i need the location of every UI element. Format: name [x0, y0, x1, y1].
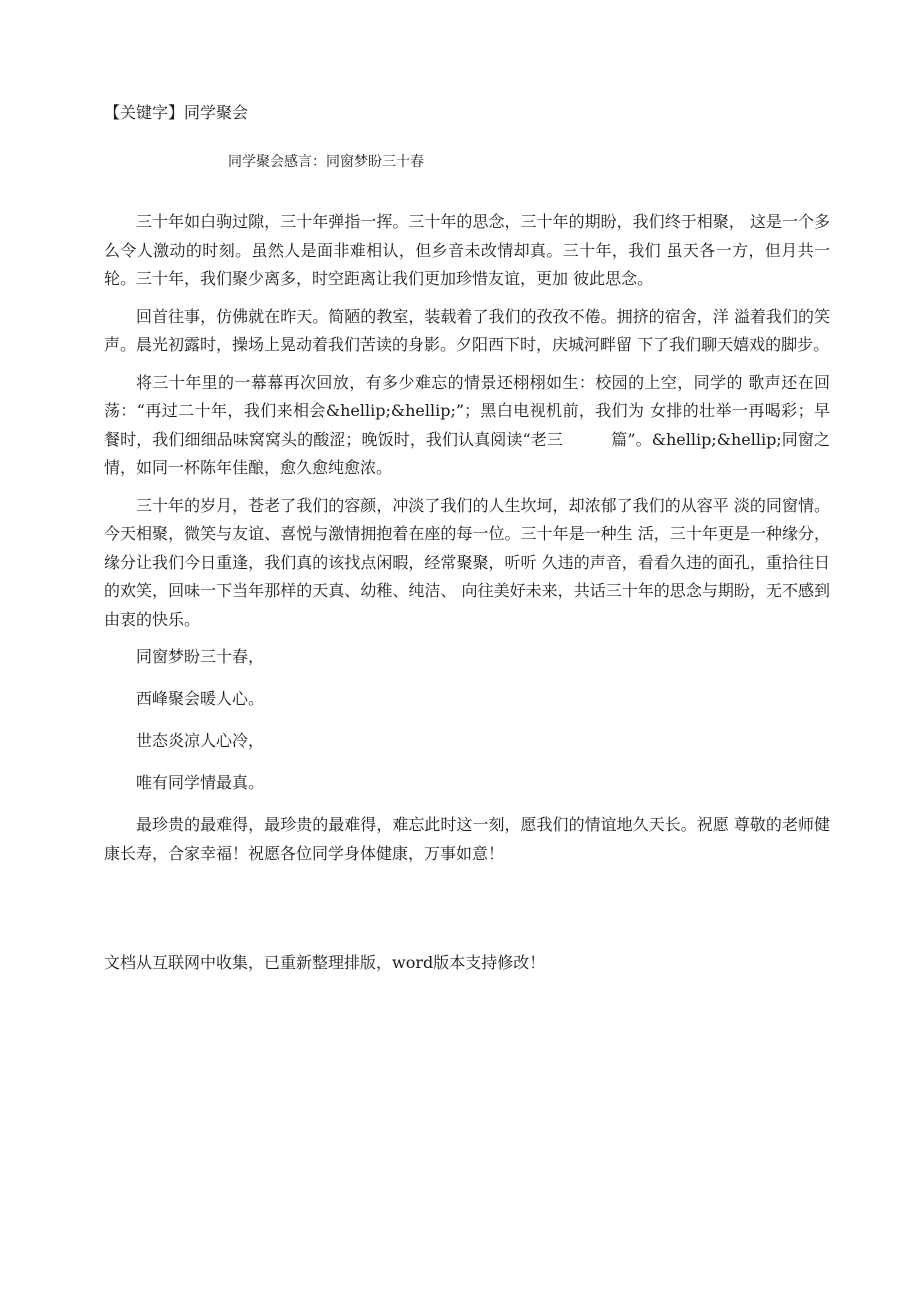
poem-line: 西峰聚会暖人心。 [136, 689, 265, 708]
body-paragraph: 将三十年里的一幕幕再次回放，有多少难忘的情景还栩栩如生：校园的上空，同学的 歌声还在回荡：“再过二十年，我们来相会&hellip;&hellip;”；黑白电视机前，我们为 女排的壮举一再喝彩；早餐时，我们细细品味窝窝头的酸涩；晚饭时，我们认真阅读“老三 篇”。&hellip;&hellip;同窗之情，如同一杯陈年佳酿，愈久愈纯愈浓。 [104, 372, 830, 477]
poem-line: 同窗梦盼三十春， [136, 647, 265, 666]
body-paragraph: 三十年如白驹过隙，三十年弹指一挥。三十年的思念，三十年的期盼，我们终于相聚， 这是一个多么令人激动的时刻。虽然人是面非难相认，但乡音未改情却真。三十年，我们 虽天各一方，但月共一轮。三十年，我们聚少离多，时空距离让我们更加珍惜友谊，更加 彼此思念。 [104, 212, 830, 288]
poem-line: 唯有同学情最真。 [136, 773, 265, 792]
document-body [104, 208, 830, 877]
document-subtitle: 同学聚会感言：同窗梦盼三十春 [228, 154, 424, 170]
poem-line: 世态炎凉人心冷， [136, 731, 265, 750]
closing-paragraph: 最珍贵的最难得，最珍贵的最难得，难忘此时这一刻，愿我们的情谊地久天长。祝愿 尊敬的老师健康长寿，合家幸福！祝愿各位同学身体健康，万事如意！ [104, 815, 830, 863]
body-paragraph: 三十年的岁月，苍老了我们的容颜，冲淡了我们的人生坎坷，却浓郁了我们的从容平 淡的同窗情。今天相聚，微笑与友谊、喜悦与激情拥抱着在座的每一位。三十年是一种生 活，三十年更是一种缘分，缘分让我们今日重逢，我们真的该找点闲暇，经常聚聚，听听 久违的声音，看看久违的面孔，重拾往日的欢笑，回味一下当年那样的天真、幼稚、纯洁、 向往美好未来，共话三十年的思念与期盼，无不感到由衷的快乐。 [104, 495, 830, 629]
footer-note: 文档从互联网中收集，已重新整理排版，word版本支持修改！ [104, 953, 546, 972]
keyword-line: 【关键字】同学聚会 [104, 103, 249, 122]
body-paragraph: 回首往事，仿佛就在昨天。简陋的教室，装载着了我们的孜孜不倦。拥挤的宿舍，洋 溢着我们的笑声。晨光初露时，操场上晃动着我们苦读的身影。夕阳西下时，庆城河畔留 下了我们聊天嬉戏的脚步。 [104, 306, 830, 354]
